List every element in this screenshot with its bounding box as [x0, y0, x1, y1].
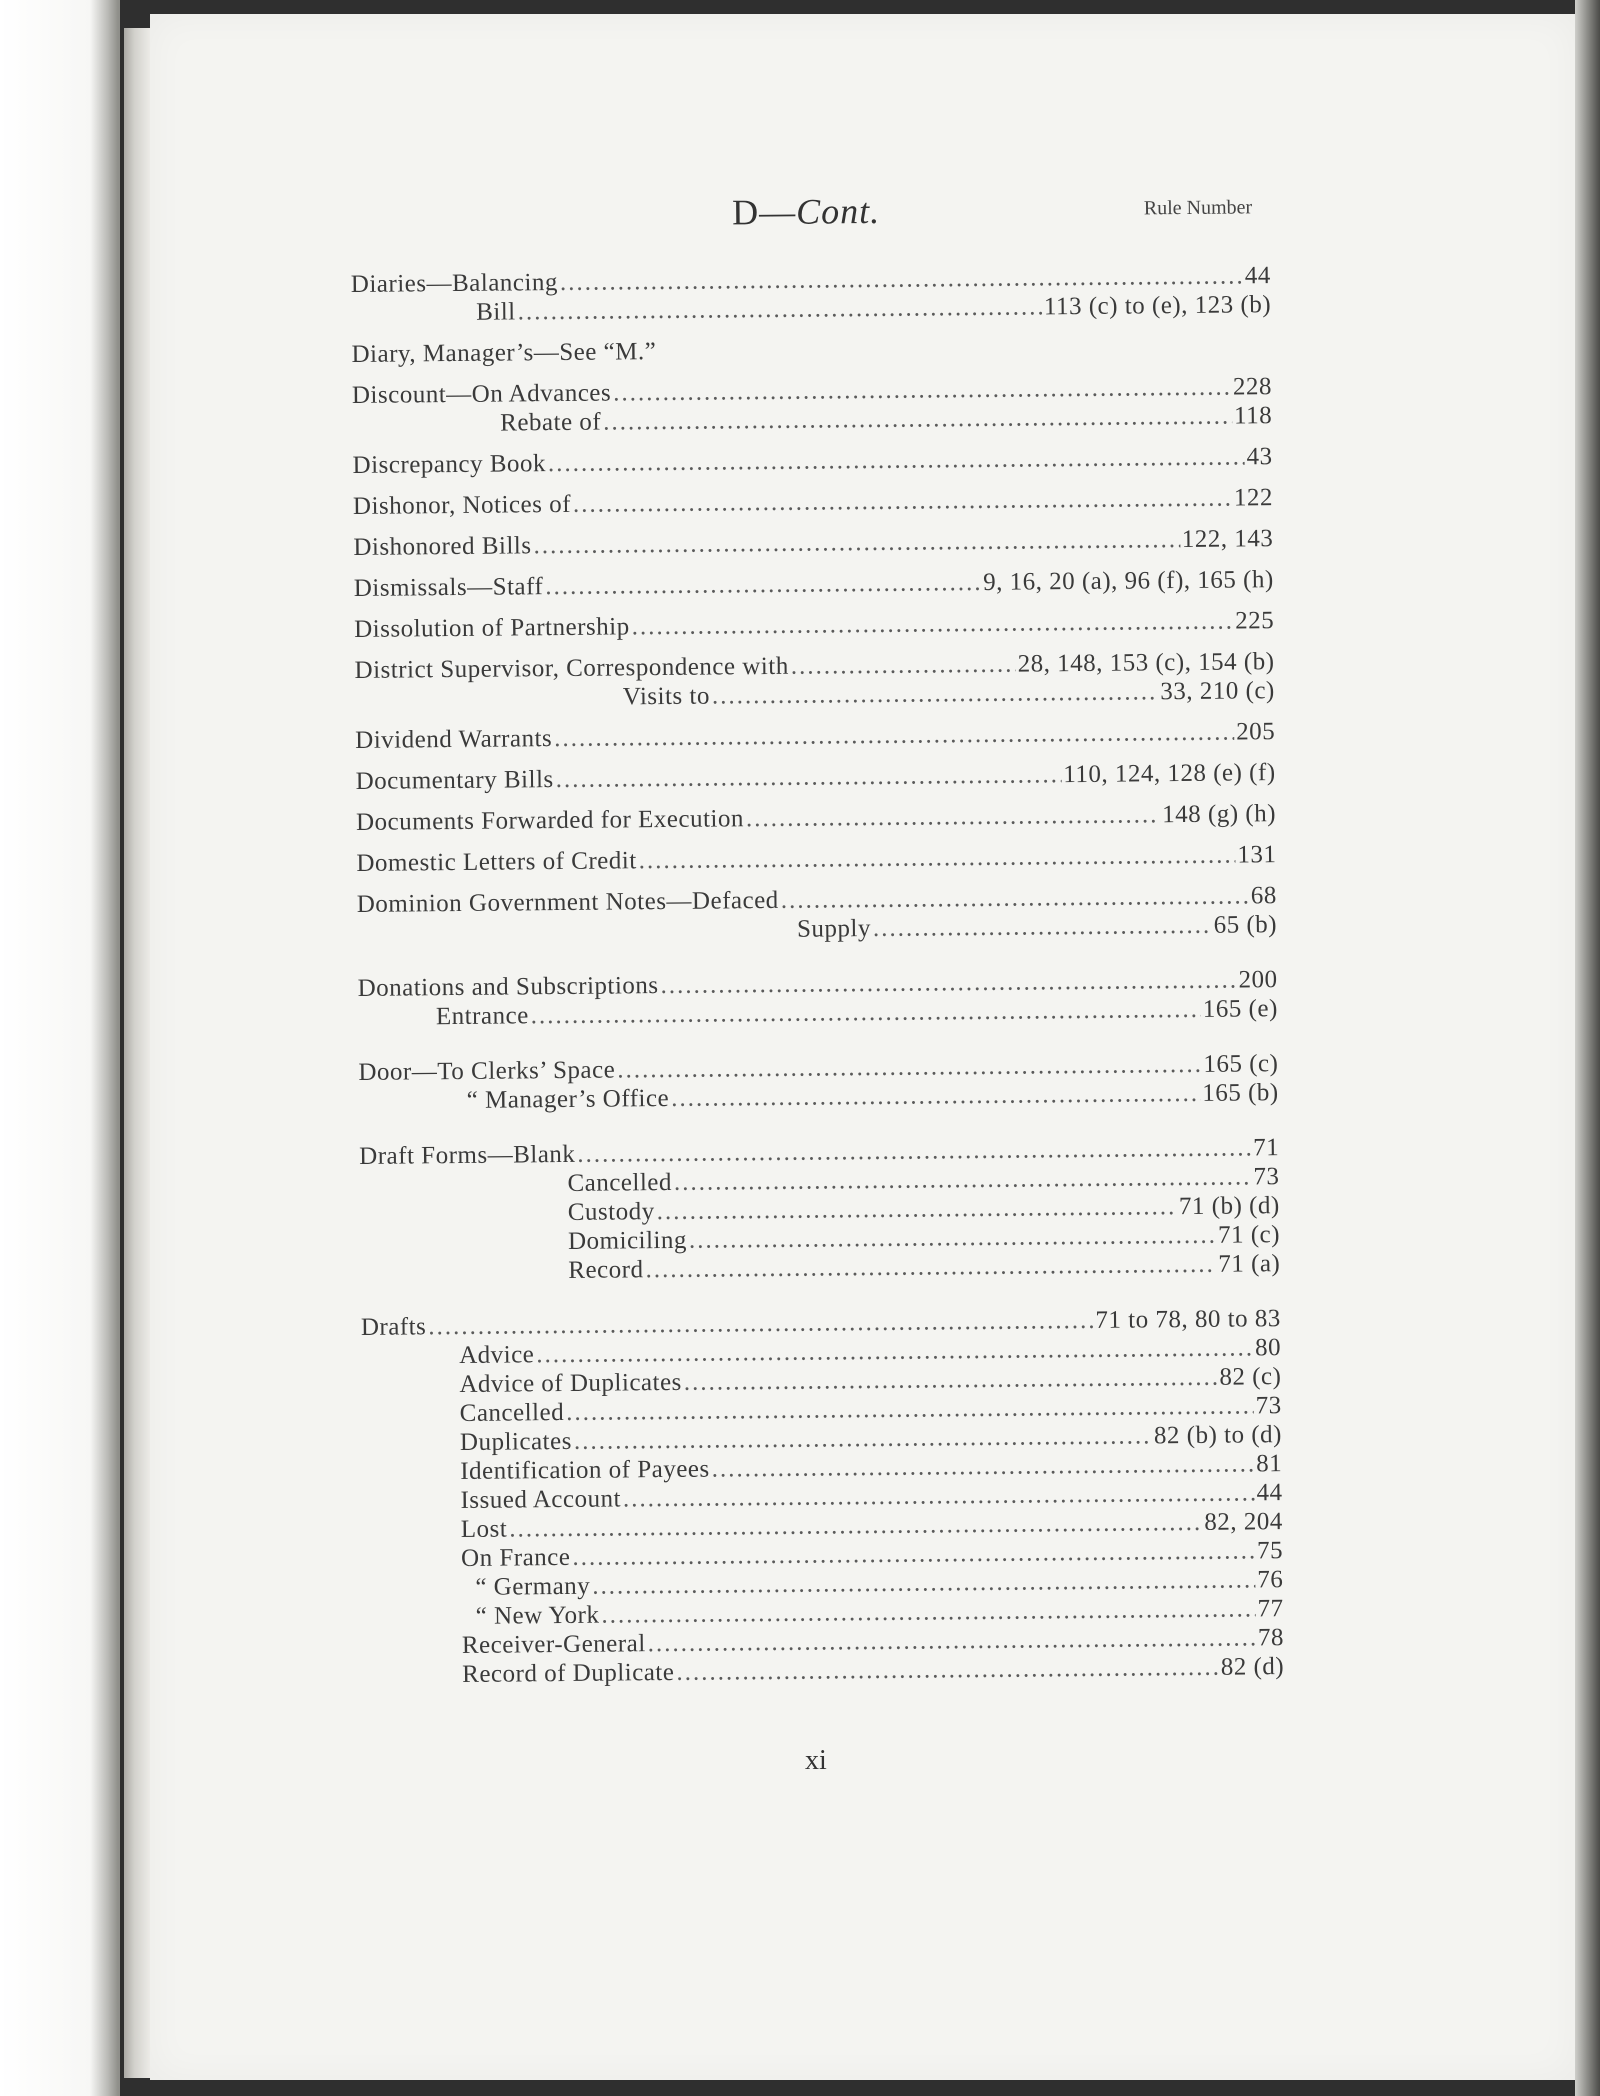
- index-entry: [356, 840, 1276, 878]
- rule-number: 65 (b): [1213, 911, 1278, 939]
- entry-label: Dominion Government Notes—Defaced: [356, 886, 779, 918]
- dot-leader: [603, 402, 1232, 437]
- entry-label: Dividend Warrants: [355, 725, 553, 754]
- entry-label: Dissolution of Partnership: [354, 613, 630, 643]
- entry-label: Supply: [796, 915, 872, 943]
- entry-label: Discrepancy Book: [352, 450, 547, 479]
- rule-number: 68: [1250, 882, 1277, 910]
- rule-number: 200: [1238, 966, 1278, 994]
- rule-number: 73: [1253, 1163, 1280, 1191]
- index-entry: [354, 647, 1275, 714]
- rule-number: 71: [1253, 1134, 1280, 1162]
- rule-number: 165 (e): [1202, 995, 1278, 1023]
- rule-number: 44: [1256, 1479, 1283, 1507]
- section-letter: D—: [731, 191, 797, 233]
- entry-label: Record: [568, 1256, 644, 1284]
- dot-leader: [556, 760, 1062, 794]
- entry-label: Drafts: [360, 1313, 427, 1341]
- right-page-edge: [1575, 0, 1600, 2096]
- entry-label: Discount—On Advances: [351, 379, 612, 409]
- index-entry: [352, 372, 1273, 439]
- rule-number: 80: [1254, 1334, 1282, 1362]
- index-entry-heading: [354, 606, 1274, 644]
- entry-label: Duplicates: [459, 1427, 573, 1457]
- entry-label: Dishonor, Notices of: [352, 490, 572, 520]
- rule-number: 71 (c): [1217, 1221, 1281, 1249]
- index-entry-heading: [356, 840, 1276, 878]
- dot-leader: [554, 718, 1234, 754]
- rule-number: 78: [1257, 1624, 1285, 1652]
- page-header: [350, 186, 1270, 250]
- entry-label: On France: [460, 1543, 571, 1572]
- rule-number: 122, 143: [1181, 525, 1274, 554]
- entry-label: District Supervisor, Correspondence with: [354, 652, 789, 684]
- dot-leader: [573, 484, 1232, 519]
- rule-number: 43: [1246, 443, 1273, 471]
- entry-label: Documents Forwarded for Execution: [355, 805, 745, 836]
- column-label: Rule Number: [1143, 196, 1253, 220]
- entry-label: Advice: [459, 1341, 535, 1370]
- entry-label: Dismissals—Staff: [353, 573, 544, 602]
- rule-number: 71 (a): [1218, 1250, 1281, 1278]
- rule-number: 77: [1257, 1595, 1284, 1623]
- rule-number: 165 (c): [1203, 1050, 1279, 1078]
- index-entry: [358, 1049, 1279, 1116]
- entry-label: Door—To Clerks’ Space: [358, 1056, 616, 1086]
- rule-number: 131: [1237, 841, 1277, 869]
- entry-label: Diary, Manager’s—See “M.”: [351, 338, 657, 368]
- entry-label: Documentary Bills: [355, 766, 554, 795]
- rule-number: 113 (c) to (e), 123 (b): [1043, 291, 1272, 321]
- index-entry-heading: [353, 524, 1273, 562]
- rule-number: 73: [1255, 1392, 1282, 1420]
- index-entry-heading: [354, 565, 1274, 603]
- dot-leader: [746, 800, 1161, 833]
- left-scan-margin: [0, 0, 120, 2096]
- entry-label: “ Germany: [475, 1572, 591, 1601]
- rule-number: 148 (g) (h): [1162, 800, 1277, 829]
- entry-label: Cancelled: [567, 1168, 673, 1197]
- index-entry-heading: [355, 758, 1275, 796]
- index-entry: [355, 758, 1275, 796]
- index-entry-heading: [352, 442, 1272, 480]
- dot-leader: [533, 525, 1180, 560]
- rule-number: 71 to 78, 80 to 83: [1095, 1305, 1281, 1334]
- rule-number: 28, 148, 153 (c), 154 (b): [1017, 648, 1275, 678]
- entry-label: Record of Duplicate: [462, 1658, 675, 1688]
- rule-number: 71 (b) (d): [1178, 1192, 1280, 1221]
- entry-label: “ New York: [475, 1601, 600, 1630]
- index-entry: [359, 1133, 1280, 1287]
- rule-number: 118: [1233, 402, 1273, 430]
- dot-leader: [545, 568, 981, 601]
- rule-number: 110, 124, 128 (e) (f): [1063, 759, 1276, 789]
- dot-leader: [791, 650, 1016, 681]
- dot-leader: [781, 881, 1249, 914]
- dot-leader: [518, 292, 1043, 326]
- entry-label: Lost: [460, 1515, 508, 1543]
- entry-label: Visits to: [622, 682, 711, 711]
- entry-label: Bill: [476, 298, 516, 326]
- index-entry: [351, 331, 1271, 369]
- rule-number: 44: [1244, 262, 1271, 290]
- index-entries: [351, 261, 1285, 1690]
- rule-number: 82 (c): [1219, 1363, 1282, 1391]
- index-entry: [354, 606, 1274, 644]
- entry-label: Custody: [567, 1198, 655, 1226]
- rule-number: 228: [1232, 373, 1273, 401]
- rule-number: 33, 210 (c): [1160, 677, 1275, 706]
- entry-label: Rebate of: [500, 408, 602, 437]
- dot-leader: [712, 677, 1159, 710]
- entry-label: Diaries—Balancing: [350, 269, 559, 298]
- index-entry: [352, 442, 1272, 480]
- index-content: [350, 186, 1284, 1702]
- rule-number: 81: [1256, 1450, 1283, 1478]
- index-entry: [355, 717, 1275, 755]
- page-number: xi: [805, 1745, 827, 1776]
- rule-number: 165 (b): [1202, 1079, 1279, 1107]
- entry-label: Identification of Payees: [460, 1455, 710, 1485]
- dot-leader: [676, 1653, 1219, 1687]
- dot-leader: [548, 442, 1245, 478]
- entry-label: Entrance: [435, 1002, 529, 1031]
- index-entry: [357, 881, 1278, 948]
- rule-number: 75: [1256, 1537, 1284, 1565]
- rule-number: 122: [1233, 484, 1274, 512]
- dot-leader: [531, 995, 1201, 1030]
- dot-leader: [645, 1250, 1216, 1284]
- entry-label: “ Manager’s Office: [466, 1084, 670, 1114]
- index-entry-heading: [353, 483, 1273, 521]
- index-entry: [354, 565, 1274, 603]
- entry-label: Draft Forms—Blank: [359, 1140, 576, 1170]
- dot-leader: [639, 841, 1236, 876]
- dot-leader: [632, 607, 1234, 642]
- index-entry: [353, 483, 1273, 521]
- index-entry: [353, 524, 1273, 562]
- entry-label: Cancelled: [459, 1399, 565, 1428]
- rule-number: 76: [1257, 1566, 1284, 1594]
- entry-label: Domiciling: [567, 1226, 688, 1255]
- rule-number: 82, 204: [1204, 1508, 1283, 1536]
- entry-label: Dishonored Bills: [353, 532, 532, 561]
- section-heading: [732, 190, 880, 233]
- entry-label: Donations and Subscriptions: [357, 972, 659, 1002]
- entry-label: Advice of Duplicates: [459, 1368, 682, 1399]
- entry-label: Issued Account: [460, 1485, 622, 1514]
- section-cont: Cont.: [795, 190, 881, 232]
- binding-strip: [124, 28, 150, 2078]
- index-entry: [351, 261, 1272, 328]
- index-entry-heading: [356, 799, 1276, 837]
- index-entry-heading: [351, 331, 1271, 369]
- rule-number: 9, 16, 20 (a), 96 (f), 165 (h): [982, 566, 1274, 596]
- index-entry: [357, 965, 1278, 1032]
- rule-number: 82 (d): [1220, 1653, 1285, 1681]
- entry-label: Domestic Letters of Credit: [356, 847, 637, 877]
- index-entry: [356, 799, 1276, 837]
- rule-number: 82 (b) to (d): [1153, 1421, 1283, 1450]
- index-entry-heading: [355, 717, 1275, 755]
- rule-number: 205: [1236, 718, 1276, 746]
- dot-leader: [671, 1079, 1200, 1113]
- rule-number: 225: [1235, 607, 1275, 635]
- index-entry: [361, 1304, 1285, 1690]
- dot-leader: [873, 911, 1212, 943]
- entry-label: Receiver-General: [461, 1630, 646, 1659]
